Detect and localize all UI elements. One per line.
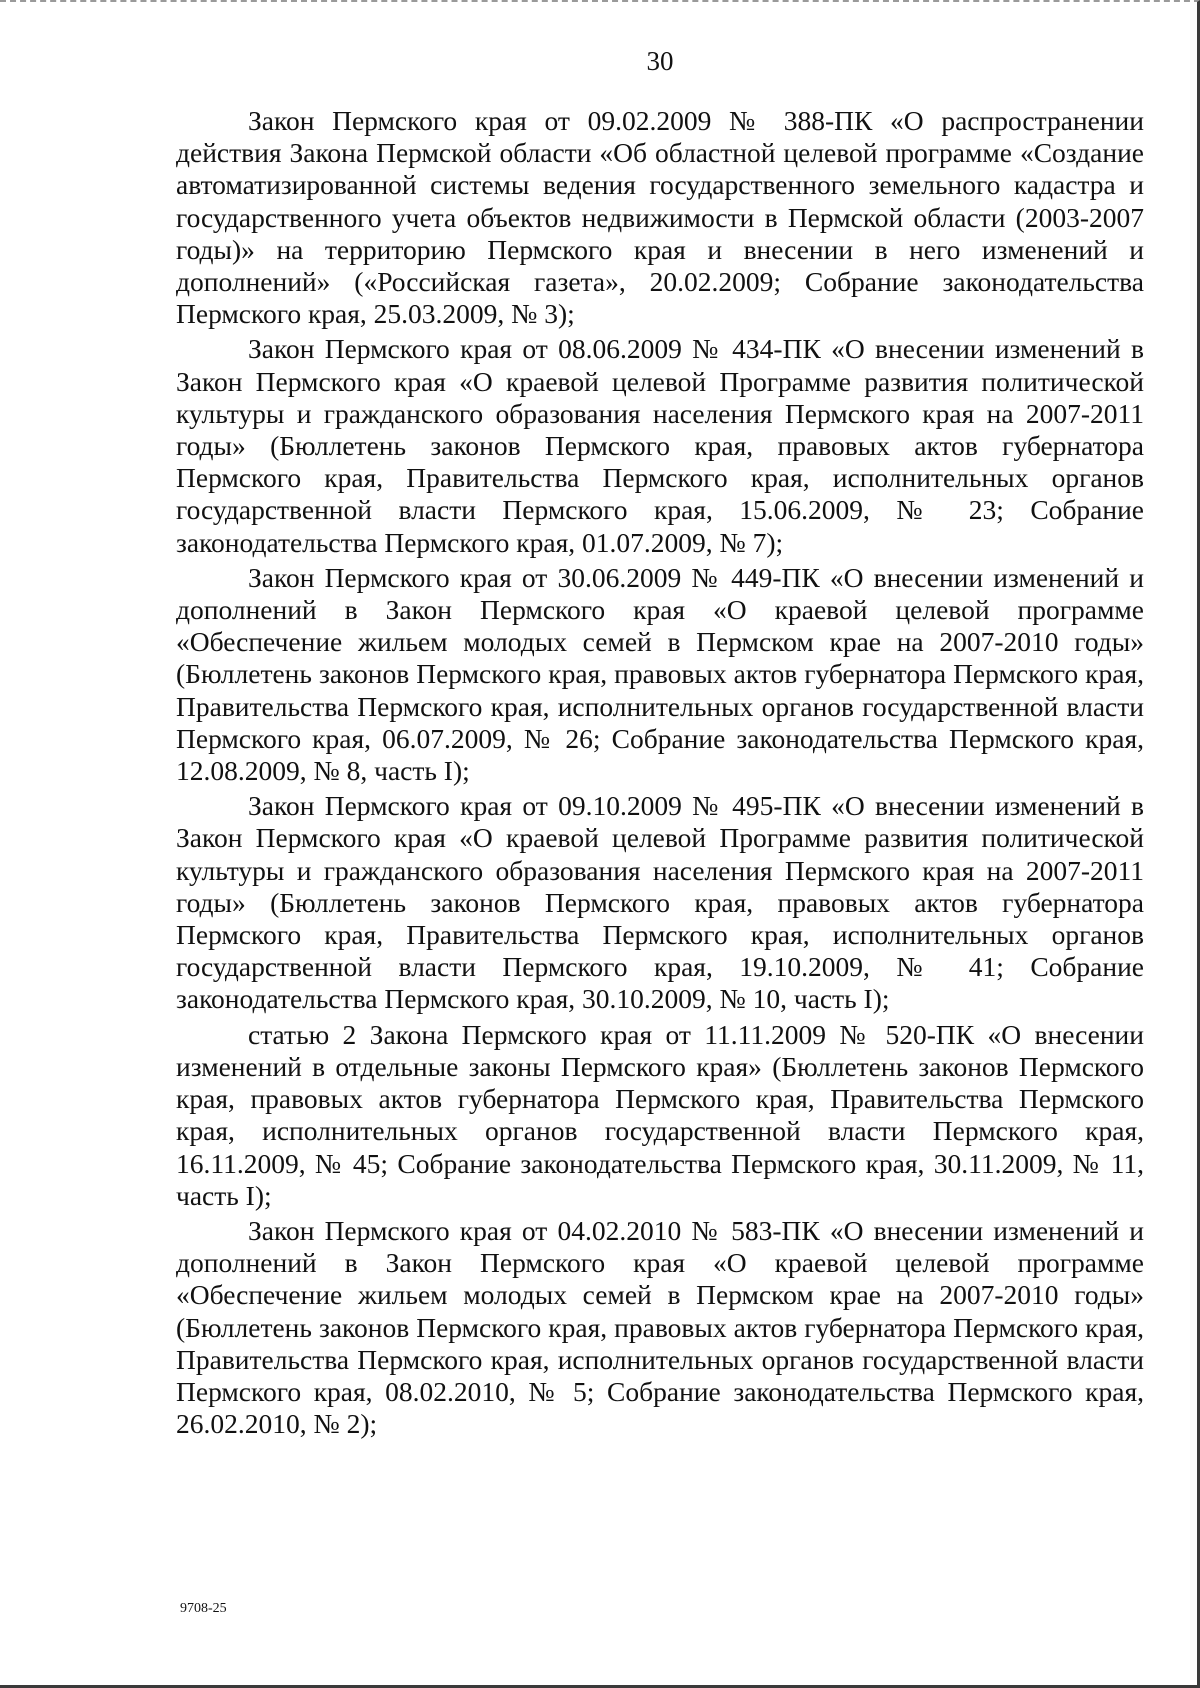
document-body	[176, 105, 1144, 1443]
law-paragraph-4: Закон Пермского края от 09.10.2009 № 495-ПК «О внесении изменений в Закон Пермского края «О краевой целевой Программе развития политической культуры и гражданского образования населения Пермского края на 2007-2011 годы» (Бюллетень законов Пермского края, правовых актов губернатора Пермского края, Правительства Пермского края, исполнительных органов государственной власти Пермского края, 19.10.2009, № 41; Собрание законодательства Пермского края, 30.10.2009, № 10, часть I);	[176, 790, 1144, 1015]
law-paragraph-1: Закон Пермского края от 09.02.2009 № 388-ПК «О распространении действия Закона Пермской области «Об областной целевой программе «Создание автоматизированной системы ведения государственного земельного кадастра и государственного учета объектов недвижимости в Пермской области (2003-2007 годы)» на территорию Пермского края и внесении в него изменений и дополнений» («Российская газета», 20.02.2009; Собрание законодательства Пермского края, 25.03.2009, № 3);	[176, 105, 1144, 330]
law-paragraph-3: Закон Пермского края от 30.06.2009 № 449-ПК «О внесении изменений и дополнений в Закон Пермского края «О краевой целевой программе «Обеспечение жильем молодых семей в Пермском крае на 2007-2010 годы» (Бюллетень законов Пермского края, правовых актов губернатора Пермского края, Правительства Пермского края, исполнительных органов государственной власти Пермского края, 06.07.2009, № 26; Собрание законодательства Пермского края, 12.08.2009, № 8, часть I);	[176, 561, 1144, 787]
page-number: 30	[646, 46, 674, 76]
law-paragraph-6: Закон Пермского края от 04.02.2010 № 583-ПК «О внесении изменений и дополнений в Закон Пермского края «О краевой целевой программе «Обеспечение жильем молодых семей в Пермском крае на 2007-2010 годы» (Бюллетень законов Пермского края, правовых актов губернатора Пермского края, Правительства Пермского края, исполнительных органов государственной власти Пермского края, 08.02.2010, № 5; Собрание законодательства Пермского края, 26.02.2010, № 2);	[176, 1214, 1144, 1440]
law-paragraph-5: статью 2 Закона Пермского края от 11.11.2009 № 520-ПК «О внесении изменений в отдельные законы Пермского края» (Бюллетень законов Пермского края, правовых актов губернатора Пермского края, Правительства Пермского края, исполнительных органов государственной власти Пермского края, 16.11.2009, № 45; Собрание законодательства Пермского края, 30.11.2009, № 11, часть I);	[176, 1018, 1144, 1211]
document-code: 9708-25	[180, 1601, 227, 1616]
law-paragraph-2: Закон Пермского края от 08.06.2009 № 434-ПК «О внесении изменений в Закон Пермского края «О краевой целевой Программе развития политической культуры и гражданского образования населения Пермского края на 2007-2011 годы» (Бюллетень законов Пермского края, правовых актов губернатора Пермского края, Правительства Пермского края, исполнительных органов государственной власти Пермского края, 15.06.2009, № 23; Собрание законодательства Пермского края, 01.07.2009, № 7);	[176, 333, 1144, 558]
